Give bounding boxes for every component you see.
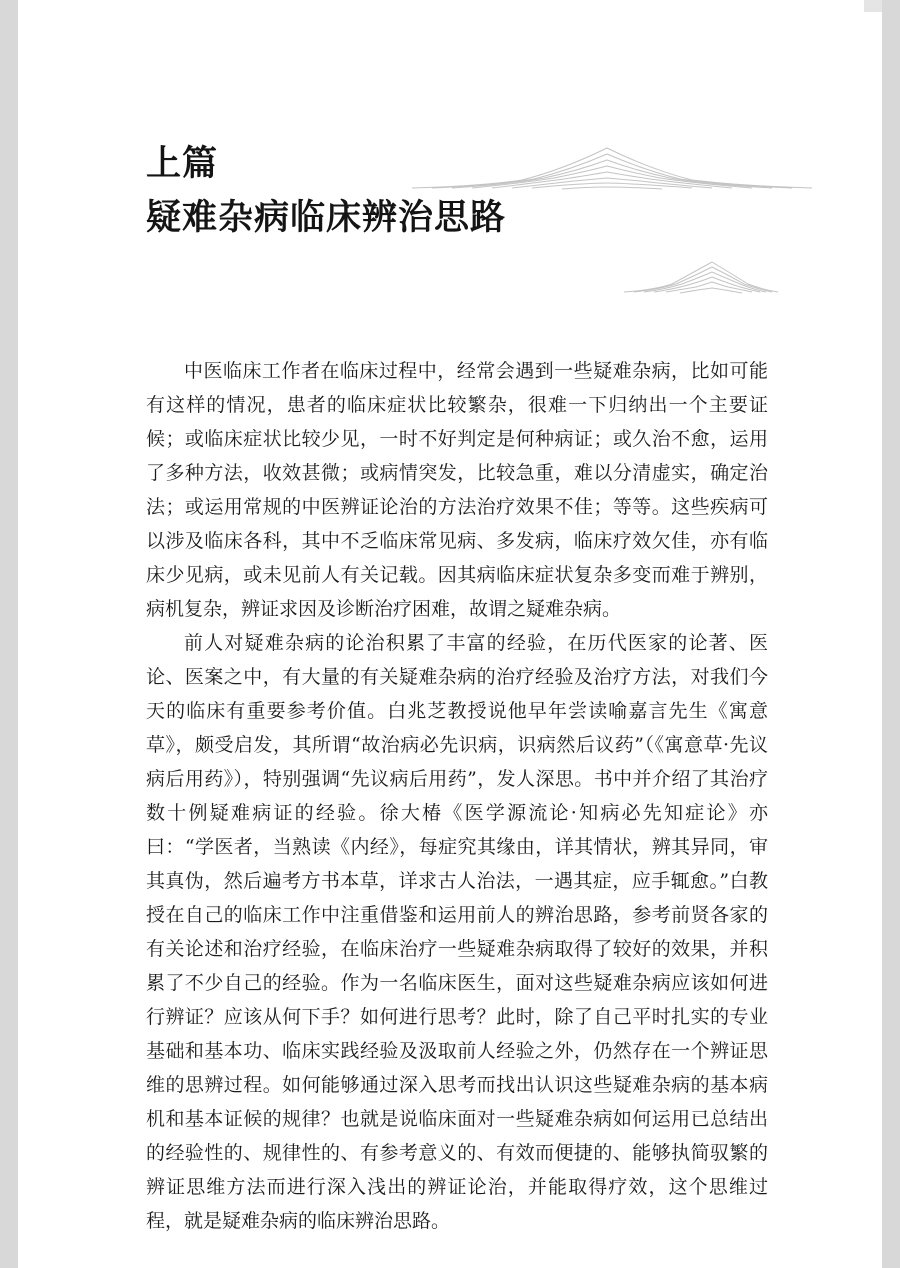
wave-ornament-icon	[412, 142, 812, 190]
body-text	[146, 354, 768, 1238]
part-label: 上篇	[146, 143, 219, 184]
paragraph: 中医临床工作者在临床过程中，经常会遇到一些疑难杂病，比如可能有这样的情况，患者的临床症状比较繁杂，很难一下归纳出一个主要证候；或临床症状比较少见，一时不好判定是何种病证；或久治不愈，运用了多种方法，收效甚微；或病情突发，比较急重，难以分清虚实，确定治法；或运用常规的中医辨证论治的方法治疗效果不佳；等等。这些疾病可以涉及临床各科，其中不乏临床常见病、多发病，临床疗效欠佳，亦有临床少见病，或未见前人有关记载。因其病临床症状复杂多变而难于辨别，病机复杂，辨证求因及诊断治疗困难，故谓之疑难杂病。	[146, 360, 768, 620]
paragraph: 前人对疑难杂病的论治积累了丰富的经验，在历代医家的论著、医论、医案之中，有大量的有关疑难杂病的治疗经验及治疗方法，对我们今天的临床有重要参考价值。白兆芝教授说他早年尝读喻嘉言先生《寓意草》，颇受启发，其所谓“故治病必先识病，识病然后议药”（《寓意草·先议病后用药》），特别强调“先议病后用药”，发人深思。书中并介绍了其治疗数十例疑难病证的经验。徐大椿《医学源流论·知病必先知症论》亦曰：“学医者，当熟读《内经》，每症究其缘由，详其情状，辨其异同，审其真伪，然后遍考方书本草，详求古人治法，一遇其症，应手辄愈。”白教授在自己的临床工作中注重借鉴和运用前人的辨治思路，参考前贤各家的有关论述和治疗经验，在临床治疗一些疑难杂病取得了较好的效果，并积累了不少自己的经验。作为一名临床医生，面对这些疑难杂病应该如何进行辨证？应该从何下手？如何进行思考？此时，除了自己平时扎实的专业基础和基本功、临床实践经验及汲取前人经验之外，仍然存在一个辨证思维的思辨过程。如何能够通过深入思考而找出认识这些疑难杂病的基本病机和基本证候的规律？也就是说临床面对一些疑难杂病如何运用已总结出的经验性的、规律性的、有参考意义的、有效而便捷的、能够执简驭繁的辨证思维方法而进行深入浅出的辨证论治，并能取得疗效，这个思维过程，就是疑难杂病的临床辨治思路。	[146, 632, 768, 1232]
wave-ornament-icon	[624, 258, 778, 294]
chapter-title: 疑难杂病临床辨治思路	[146, 197, 507, 238]
page-corner-mark	[864, 0, 882, 12]
